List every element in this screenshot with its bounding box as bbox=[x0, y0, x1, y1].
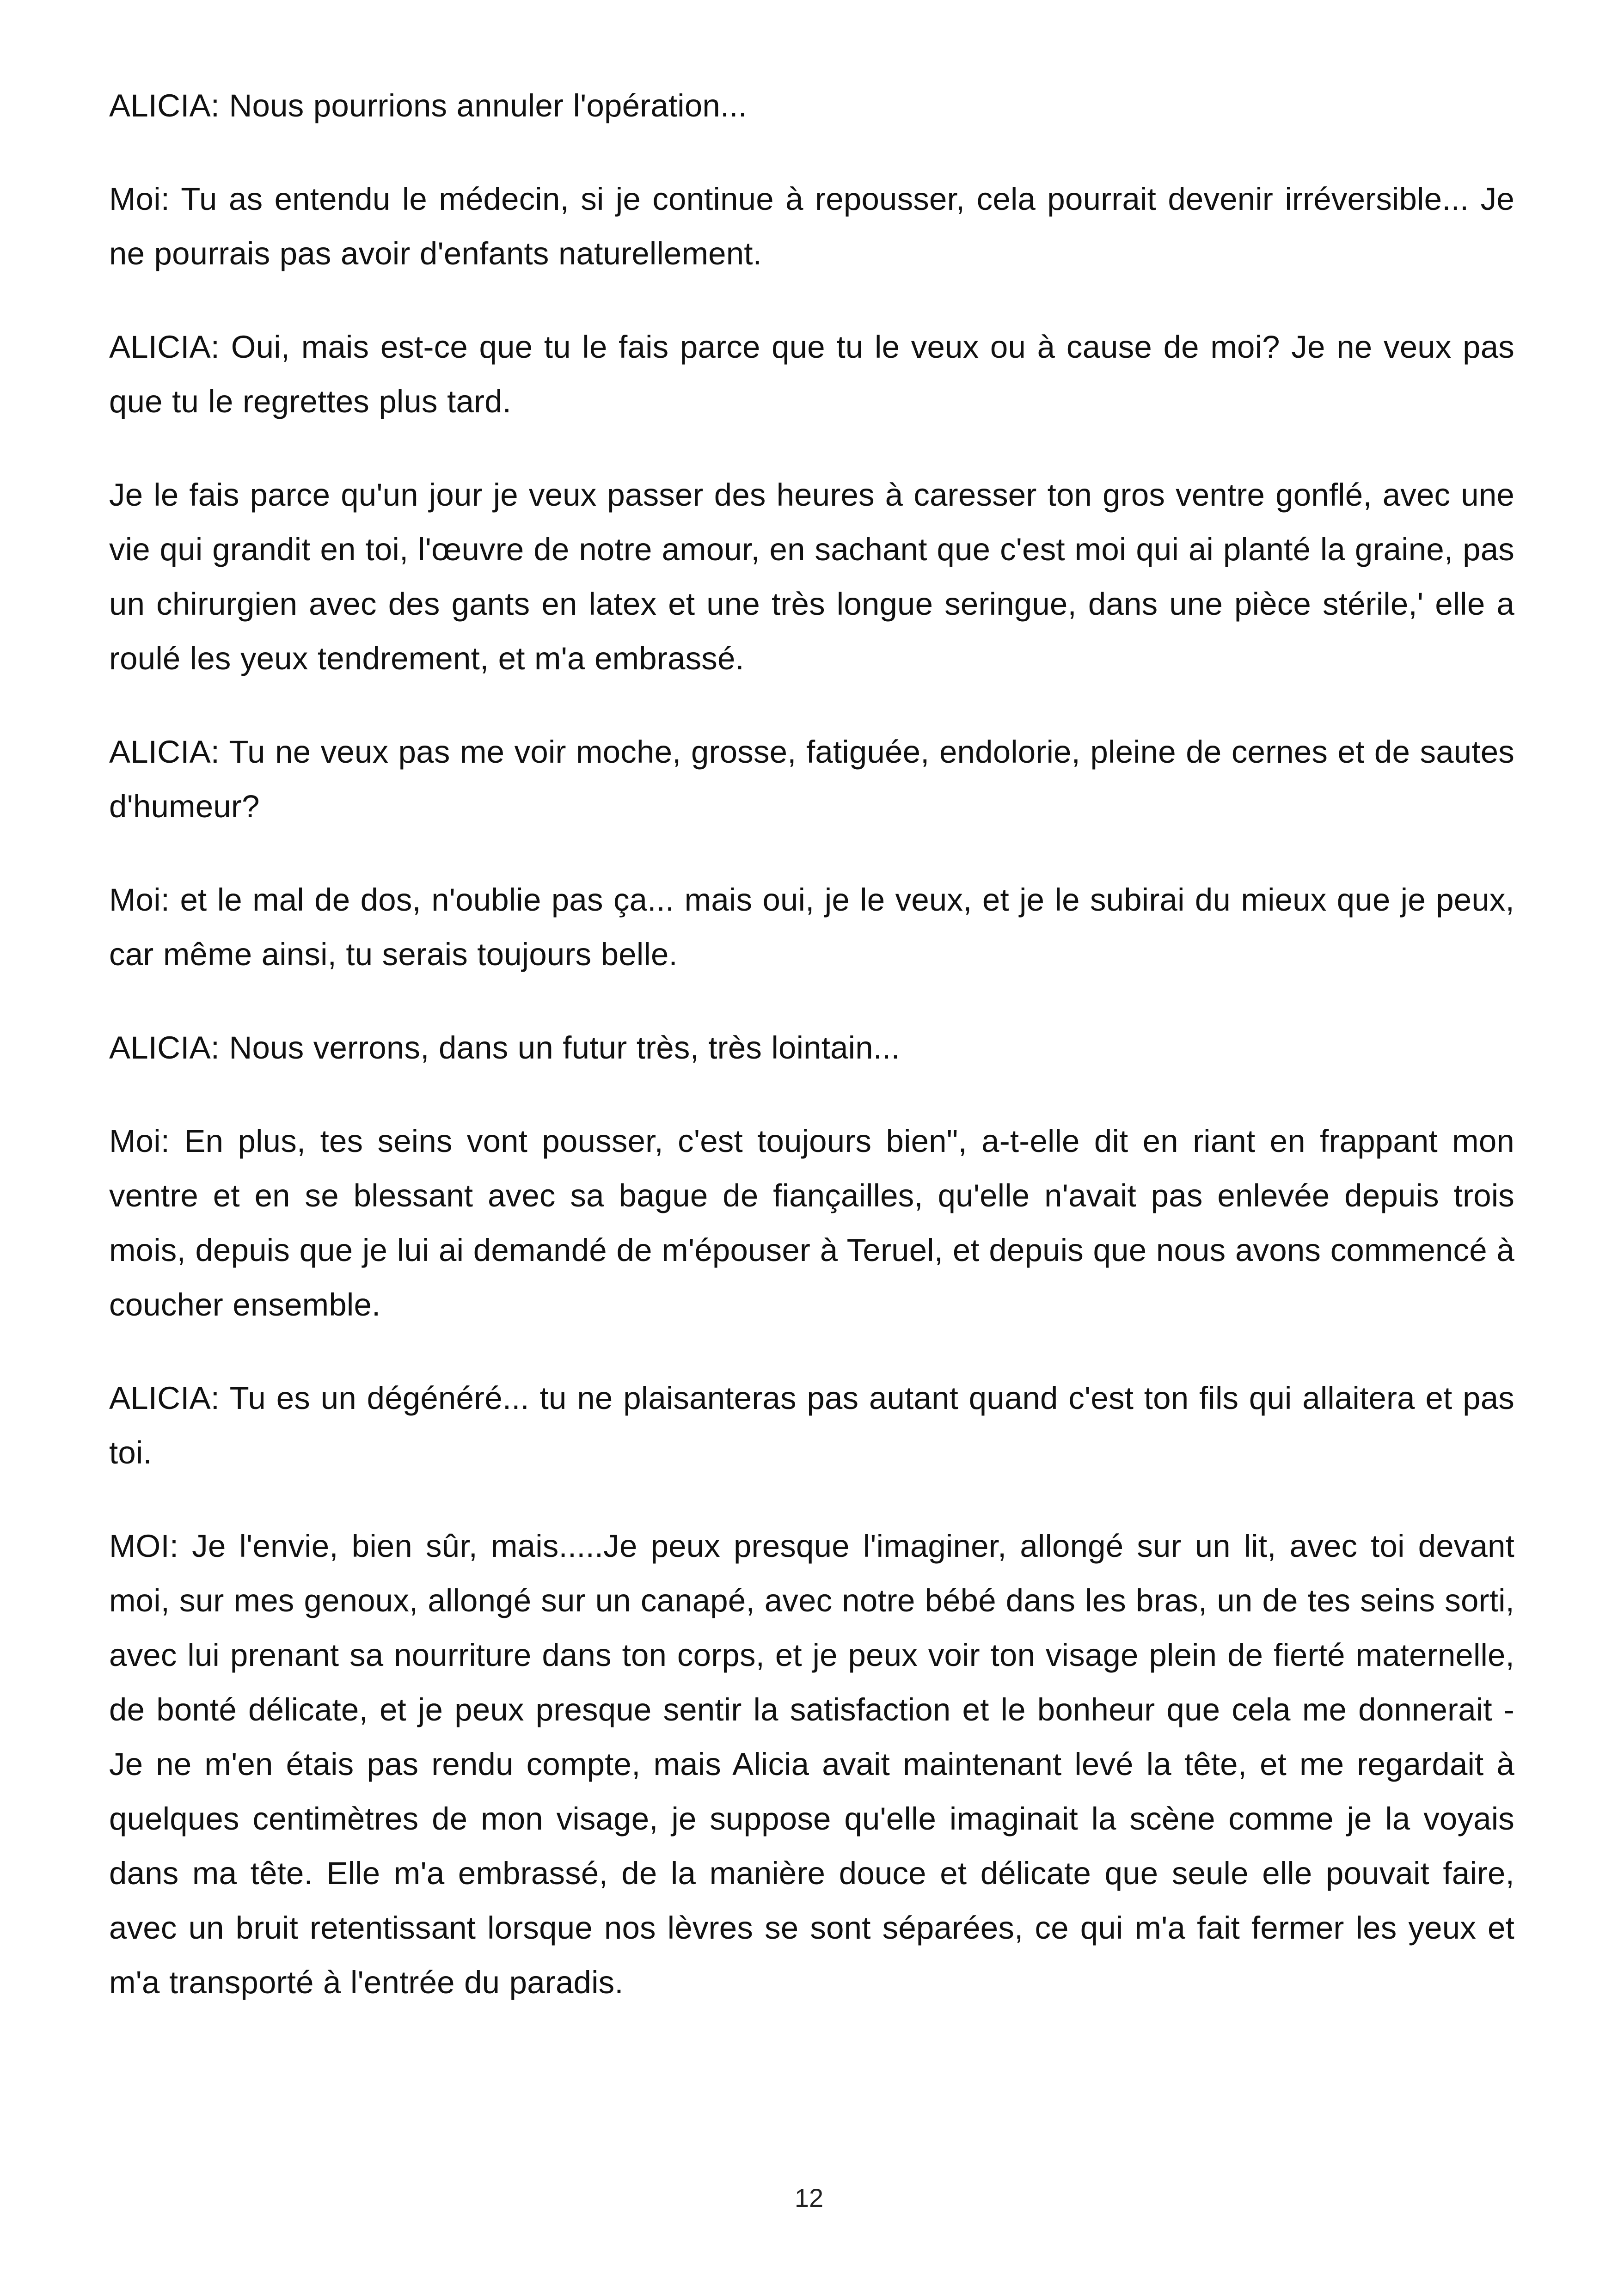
paragraph-2: Moi: Tu as entendu le médecin, si je continue à repousser, cela pourrait devenir irréversible... Je ne pourrais pas avoir d'enfants naturellement. bbox=[109, 181, 1514, 271]
paragraph-4: Je le fais parce qu'un jour je veux passer des heures à caresser ton gros ventre gonflé, avec une vie qui grandit en toi, l'œuvre de notre amour, en sachant que c'est moi qui ai planté la graine, pas un chirurgien avec des gants en latex et une très longue seringue, dans une pièce stérile,' elle a roulé les yeux tendrement, et m'a embrassé. bbox=[109, 477, 1514, 676]
paragraph-8: Moi: En plus, tes seins vont pousser, c'est toujours bien", a-t-elle dit en riant en frappant mon ventre et en se blessant avec sa bague de fiançailles, qu'elle n'avait pas enlevée depuis trois mois, depuis que je lui ai demandé de m'épouser à Teruel, et depuis que nous avons commencé à coucher ensemble. bbox=[109, 1123, 1514, 1322]
paragraph-1: ALICIA: Nous pourrions annuler l'opération... bbox=[109, 88, 748, 123]
paragraph-9: ALICIA: Tu es un dégénéré... tu ne plaisanteras pas autant quand c'est ton fils qui allaitera et pas toi. bbox=[109, 1380, 1514, 1470]
paragraph-10: MOI: Je l'envie, bien sûr, mais.....Je peux presque l'imaginer, allongé sur un lit, avec toi devant moi, sur mes genoux, allongé sur un canapé, avec notre bébé dans les bras, un de tes seins sorti, avec lui prenant sa nourriture dans ton corps, et je peux voir ton visage plein de fierté maternelle, de bonté délicate, et je peux presque sentir la satisfaction et le bonheur que cela me donnerait - Je ne m'en étais pas rendu compte, mais Alicia avait maintenant levé la tête, et me regardait à quelques centimètres de mon visage, je suppose qu'elle imaginait la scène comme je la voyais dans ma tête. Elle m'a embrassé, de la manière douce et délicate que seule elle pouvait faire, avec un bruit retentissant lorsque nos lèvres se sont séparées, ce qui m'a fait fermer les yeux et m'a transporté à l'entrée du paradis. bbox=[109, 1528, 1514, 2000]
paragraph-6: Moi: et le mal de dos, n'oublie pas ça... mais oui, je le veux, et je le subirai du mieux que je peux, car même ainsi, tu serais toujours belle. bbox=[109, 882, 1514, 972]
paragraph-3: ALICIA: Oui, mais est-ce que tu le fais parce que tu le veux ou à cause de moi? Je ne veux pas que tu le regrettes plus tard. bbox=[109, 329, 1514, 419]
text-body bbox=[109, 79, 1514, 2010]
paragraph-5: ALICIA: Tu ne veux pas me voir moche, grosse, fatiguée, endolorie, pleine de cernes et de sautes d'humeur? bbox=[109, 734, 1514, 824]
page-number: 12 bbox=[794, 2183, 824, 2212]
paragraph-7: ALICIA: Nous verrons, dans un futur très, très lointain... bbox=[109, 1030, 900, 1065]
